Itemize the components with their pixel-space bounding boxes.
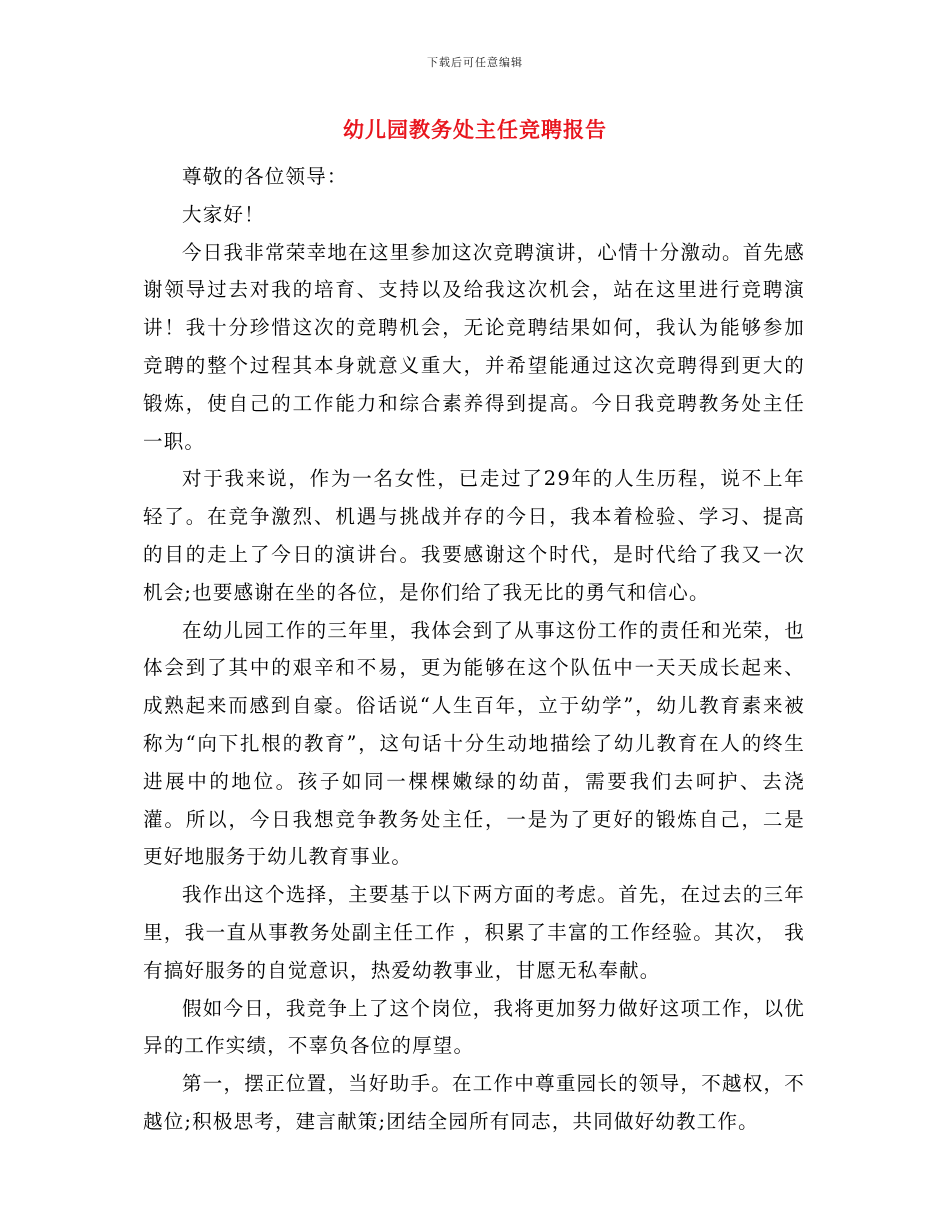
salutation: 尊敬的各位领导：: [182, 165, 348, 188]
document-body: [143, 158, 805, 1141]
paragraph: 对于我来说，作为一名女性，已走过了29年的人生历程，说不上年轻了。在竞争激烈、机遇与挑战并存的今日，我本着检验、学习、提高的目的走上了今日的演讲台。我要感谢这个时代，是时代给了我又一次机会;也要感谢在坐的各位，是你们给了我无比的勇气和信心。: [143, 467, 805, 604]
header-note: 下载后可任意编辑: [427, 56, 523, 69]
paragraph: 今日我非常荣幸地在这里参加这次竞聘演讲，心情十分激动。首先感谢领导过去对我的培育、支持以及给我这次机会，站在这里进行竞聘演讲！我十分珍惜这次的竞聘机会，无论竞聘结果如何，我认为能够参加竞聘的整个过程其本身就意义重大，并希望能通过这次竞聘得到更大的锻炼，使自己的工作能力和综合素养得到提高。今日我竞聘教务处主任一职。: [143, 240, 805, 453]
document-title: 幼儿园教务处主任竞聘报告: [343, 117, 607, 142]
paragraph: 假如今日，我竞争上了这个岗位，我将更加努力做好这项工作，以优异的工作实绩，不辜负各位的厚望。: [143, 996, 805, 1058]
paragraph: 第一，摆正位置，当好助手。在工作中尊重园长的领导，不越权，不越位;积极思考，建言献策;团结全园所有同志，共同做好幼教工作。: [143, 1072, 805, 1133]
greeting: 大家好！: [182, 202, 265, 226]
paragraph: 我作出这个选择，主要基于以下两方面的考虑。首先，在过去的三年里，我一直从事教务处副主任工作 ，积累了丰富的工作经验。其次， 我有搞好服务的自觉意识，热爱幼教事业，甘愿无私奉献。: [143, 883, 805, 982]
paragraph: 在幼儿园工作的三年里，我体会到了从事这份工作的责任和光荣，也体会到了其中的艰辛和不易，更为能够在这个队伍中一天天成长起来、成熟起来而感到自豪。俗话说“人生百年，立于幼学”，幼儿教育素来被称为“向下扎根的教育”，这句话十分生动地描绘了幼儿教育在人的终生进展中的地位。孩子如同一棵棵嫩绿的幼苗，需要我们去呵护、去浇灌。所以，今日我想竞争教务处主任，一是为了更好的锻炼自己，二是更好地服务于幼儿教育事业。: [143, 618, 805, 869]
